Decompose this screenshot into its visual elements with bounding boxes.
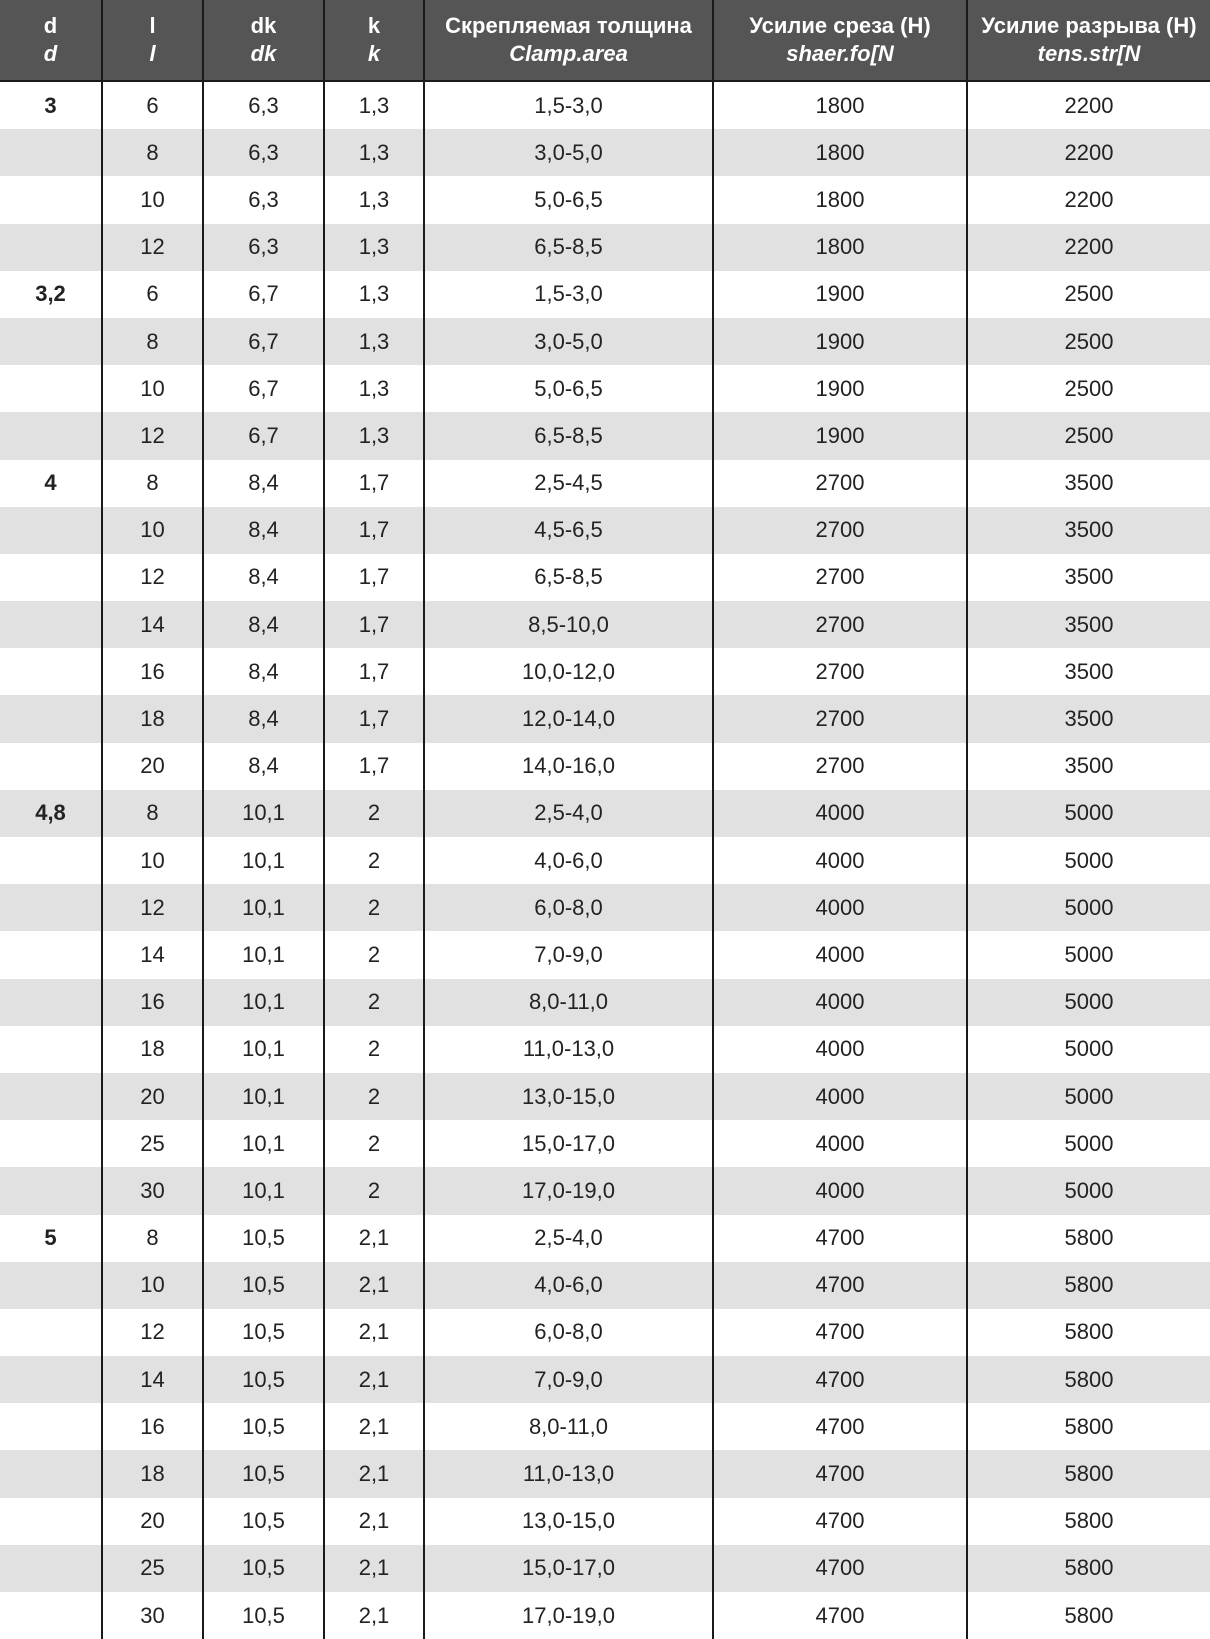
header-dk bbox=[203, 0, 324, 81]
cell-clamp-area: 8,0-11,0 bbox=[424, 979, 713, 1026]
cell-l: 12 bbox=[102, 412, 203, 459]
cell-d bbox=[0, 1026, 102, 1073]
cell-d bbox=[0, 1592, 102, 1639]
cell-d bbox=[0, 601, 102, 648]
cell-shear-force: 4700 bbox=[713, 1309, 967, 1356]
cell-shear-force: 4700 bbox=[713, 1498, 967, 1545]
cell-d: 4,8 bbox=[0, 790, 102, 837]
cell-d bbox=[0, 1120, 102, 1167]
cell-dk: 6,3 bbox=[203, 129, 324, 176]
table-body bbox=[0, 81, 1210, 1639]
cell-dk: 6,7 bbox=[203, 365, 324, 412]
table-header bbox=[0, 0, 1210, 81]
cell-clamp-area: 15,0-17,0 bbox=[424, 1120, 713, 1167]
header-l bbox=[102, 0, 203, 81]
cell-k: 1,7 bbox=[324, 743, 424, 790]
cell-clamp-area: 3,0-5,0 bbox=[424, 129, 713, 176]
cell-clamp-area: 7,0-9,0 bbox=[424, 931, 713, 978]
cell-clamp-area: 4,0-6,0 bbox=[424, 1262, 713, 1309]
cell-tensile-strength: 5800 bbox=[967, 1498, 1210, 1545]
cell-k: 2 bbox=[324, 1073, 424, 1120]
cell-d bbox=[0, 931, 102, 978]
cell-dk: 6,3 bbox=[203, 81, 324, 129]
cell-d bbox=[0, 176, 102, 223]
cell-d bbox=[0, 129, 102, 176]
cell-dk: 10,1 bbox=[203, 837, 324, 884]
cell-clamp-area: 5,0-6,5 bbox=[424, 365, 713, 412]
cell-tensile-strength: 3500 bbox=[967, 460, 1210, 507]
cell-tensile-strength: 5800 bbox=[967, 1262, 1210, 1309]
cell-l: 18 bbox=[102, 1026, 203, 1073]
header-ru: dk bbox=[250, 13, 277, 38]
cell-k: 1,3 bbox=[324, 365, 424, 412]
cell-l: 16 bbox=[102, 979, 203, 1026]
cell-k: 2 bbox=[324, 1120, 424, 1167]
cell-k: 2 bbox=[324, 837, 424, 884]
cell-tensile-strength: 2500 bbox=[967, 412, 1210, 459]
table-row bbox=[0, 837, 1210, 884]
cell-l: 18 bbox=[102, 1450, 203, 1497]
cell-dk: 10,5 bbox=[203, 1450, 324, 1497]
header-en: shaer.fo[N bbox=[786, 41, 894, 66]
header-en: d bbox=[43, 41, 58, 66]
cell-dk: 8,4 bbox=[203, 695, 324, 742]
cell-shear-force: 1800 bbox=[713, 224, 967, 271]
cell-k: 1,3 bbox=[324, 412, 424, 459]
cell-d: 3 bbox=[0, 81, 102, 129]
cell-k: 1,7 bbox=[324, 507, 424, 554]
cell-d bbox=[0, 979, 102, 1026]
cell-shear-force: 2700 bbox=[713, 743, 967, 790]
cell-l: 8 bbox=[102, 1215, 203, 1262]
cell-dk: 10,5 bbox=[203, 1356, 324, 1403]
cell-clamp-area: 15,0-17,0 bbox=[424, 1545, 713, 1592]
cell-l: 8 bbox=[102, 318, 203, 365]
cell-tensile-strength: 2500 bbox=[967, 271, 1210, 318]
cell-clamp-area: 2,5-4,0 bbox=[424, 1215, 713, 1262]
cell-d: 4 bbox=[0, 460, 102, 507]
cell-k: 1,3 bbox=[324, 129, 424, 176]
cell-d bbox=[0, 1403, 102, 1450]
cell-tensile-strength: 5800 bbox=[967, 1309, 1210, 1356]
cell-d bbox=[0, 1356, 102, 1403]
table-row bbox=[0, 176, 1210, 223]
cell-shear-force: 2700 bbox=[713, 554, 967, 601]
cell-dk: 10,5 bbox=[203, 1215, 324, 1262]
cell-clamp-area: 6,5-8,5 bbox=[424, 554, 713, 601]
table-row bbox=[0, 1498, 1210, 1545]
cell-dk: 6,7 bbox=[203, 412, 324, 459]
cell-l: 10 bbox=[102, 176, 203, 223]
cell-l: 30 bbox=[102, 1167, 203, 1214]
cell-k: 2,1 bbox=[324, 1262, 424, 1309]
cell-l: 6 bbox=[102, 271, 203, 318]
cell-dk: 10,1 bbox=[203, 1167, 324, 1214]
cell-tensile-strength: 5000 bbox=[967, 884, 1210, 931]
cell-shear-force: 4000 bbox=[713, 1167, 967, 1214]
cell-clamp-area: 2,5-4,5 bbox=[424, 460, 713, 507]
cell-tensile-strength: 5000 bbox=[967, 1120, 1210, 1167]
header-en: k bbox=[367, 41, 381, 66]
cell-tensile-strength: 5000 bbox=[967, 931, 1210, 978]
cell-l: 12 bbox=[102, 884, 203, 931]
header-clamp-area bbox=[424, 0, 713, 81]
cell-d bbox=[0, 837, 102, 884]
cell-l: 14 bbox=[102, 1356, 203, 1403]
cell-clamp-area: 11,0-13,0 bbox=[424, 1026, 713, 1073]
table-row bbox=[0, 743, 1210, 790]
cell-clamp-area: 6,0-8,0 bbox=[424, 884, 713, 931]
cell-d bbox=[0, 365, 102, 412]
cell-l: 8 bbox=[102, 460, 203, 507]
cell-d bbox=[0, 1167, 102, 1214]
cell-tensile-strength: 5800 bbox=[967, 1545, 1210, 1592]
cell-k: 1,3 bbox=[324, 176, 424, 223]
cell-d bbox=[0, 884, 102, 931]
cell-tensile-strength: 5800 bbox=[967, 1592, 1210, 1639]
table-row bbox=[0, 1073, 1210, 1120]
table-row bbox=[0, 224, 1210, 271]
cell-l: 30 bbox=[102, 1592, 203, 1639]
cell-d bbox=[0, 554, 102, 601]
header-en: tens.str[N bbox=[1037, 41, 1141, 66]
cell-dk: 6,7 bbox=[203, 271, 324, 318]
cell-d bbox=[0, 318, 102, 365]
cell-d bbox=[0, 695, 102, 742]
table-row bbox=[0, 129, 1210, 176]
cell-shear-force: 4000 bbox=[713, 1073, 967, 1120]
header-ru: l bbox=[149, 13, 156, 38]
cell-dk: 6,3 bbox=[203, 176, 324, 223]
cell-l: 14 bbox=[102, 931, 203, 978]
cell-k: 2,1 bbox=[324, 1498, 424, 1545]
cell-k: 2 bbox=[324, 790, 424, 837]
cell-shear-force: 2700 bbox=[713, 695, 967, 742]
cell-d: 5 bbox=[0, 1215, 102, 1262]
cell-shear-force: 1900 bbox=[713, 318, 967, 365]
cell-clamp-area: 8,0-11,0 bbox=[424, 1403, 713, 1450]
table-row bbox=[0, 790, 1210, 837]
cell-dk: 10,1 bbox=[203, 1120, 324, 1167]
cell-shear-force: 1800 bbox=[713, 81, 967, 129]
cell-tensile-strength: 5000 bbox=[967, 790, 1210, 837]
table-row bbox=[0, 648, 1210, 695]
cell-dk: 10,5 bbox=[203, 1403, 324, 1450]
cell-shear-force: 4700 bbox=[713, 1592, 967, 1639]
table-row bbox=[0, 460, 1210, 507]
table-row bbox=[0, 554, 1210, 601]
cell-clamp-area: 10,0-12,0 bbox=[424, 648, 713, 695]
table-row bbox=[0, 1450, 1210, 1497]
cell-dk: 8,4 bbox=[203, 460, 324, 507]
cell-tensile-strength: 3500 bbox=[967, 648, 1210, 695]
cell-shear-force: 4000 bbox=[713, 979, 967, 1026]
cell-tensile-strength: 2200 bbox=[967, 81, 1210, 129]
cell-k: 2,1 bbox=[324, 1403, 424, 1450]
cell-clamp-area: 17,0-19,0 bbox=[424, 1167, 713, 1214]
cell-d bbox=[0, 1498, 102, 1545]
cell-l: 12 bbox=[102, 1309, 203, 1356]
cell-l: 16 bbox=[102, 648, 203, 695]
cell-dk: 10,1 bbox=[203, 979, 324, 1026]
cell-dk: 8,4 bbox=[203, 601, 324, 648]
table-row bbox=[0, 884, 1210, 931]
cell-shear-force: 1900 bbox=[713, 412, 967, 459]
cell-tensile-strength: 5800 bbox=[967, 1215, 1210, 1262]
cell-shear-force: 4000 bbox=[713, 884, 967, 931]
cell-shear-force: 2700 bbox=[713, 507, 967, 554]
cell-dk: 10,5 bbox=[203, 1309, 324, 1356]
cell-k: 2 bbox=[324, 979, 424, 1026]
cell-d: 3,2 bbox=[0, 271, 102, 318]
cell-tensile-strength: 5800 bbox=[967, 1450, 1210, 1497]
cell-l: 14 bbox=[102, 601, 203, 648]
table-row bbox=[0, 1026, 1210, 1073]
cell-shear-force: 4700 bbox=[713, 1545, 967, 1592]
cell-k: 1,7 bbox=[324, 460, 424, 507]
cell-clamp-area: 5,0-6,5 bbox=[424, 176, 713, 223]
cell-tensile-strength: 2200 bbox=[967, 224, 1210, 271]
header-ru: Усилие разрыва (Н) bbox=[981, 13, 1197, 38]
cell-tensile-strength: 3500 bbox=[967, 743, 1210, 790]
cell-shear-force: 2700 bbox=[713, 601, 967, 648]
cell-shear-force: 4000 bbox=[713, 837, 967, 884]
table-row bbox=[0, 1403, 1210, 1450]
cell-d bbox=[0, 1262, 102, 1309]
cell-k: 1,7 bbox=[324, 648, 424, 695]
cell-dk: 10,1 bbox=[203, 931, 324, 978]
cell-k: 2 bbox=[324, 1026, 424, 1073]
cell-k: 2,1 bbox=[324, 1215, 424, 1262]
cell-shear-force: 4700 bbox=[713, 1262, 967, 1309]
cell-tensile-strength: 5000 bbox=[967, 1026, 1210, 1073]
header-ru: Скрепляемая толщина bbox=[445, 13, 692, 38]
cell-clamp-area: 3,0-5,0 bbox=[424, 318, 713, 365]
cell-k: 1,3 bbox=[324, 224, 424, 271]
cell-dk: 10,1 bbox=[203, 884, 324, 931]
cell-k: 2,1 bbox=[324, 1545, 424, 1592]
cell-d bbox=[0, 648, 102, 695]
cell-l: 20 bbox=[102, 1498, 203, 1545]
table-row bbox=[0, 318, 1210, 365]
cell-tensile-strength: 2200 bbox=[967, 176, 1210, 223]
cell-shear-force: 1800 bbox=[713, 176, 967, 223]
cell-k: 1,3 bbox=[324, 318, 424, 365]
cell-dk: 10,1 bbox=[203, 790, 324, 837]
table-row bbox=[0, 1262, 1210, 1309]
cell-d bbox=[0, 743, 102, 790]
cell-clamp-area: 6,5-8,5 bbox=[424, 224, 713, 271]
cell-shear-force: 1800 bbox=[713, 129, 967, 176]
cell-clamp-area: 1,5-3,0 bbox=[424, 81, 713, 129]
cell-shear-force: 4700 bbox=[713, 1450, 967, 1497]
table-row bbox=[0, 695, 1210, 742]
cell-clamp-area: 14,0-16,0 bbox=[424, 743, 713, 790]
cell-clamp-area: 4,5-6,5 bbox=[424, 507, 713, 554]
cell-dk: 8,4 bbox=[203, 743, 324, 790]
cell-k: 2 bbox=[324, 1167, 424, 1214]
cell-dk: 10,5 bbox=[203, 1592, 324, 1639]
cell-d bbox=[0, 1073, 102, 1120]
cell-shear-force: 1900 bbox=[713, 271, 967, 318]
cell-k: 1,3 bbox=[324, 81, 424, 129]
cell-dk: 10,5 bbox=[203, 1262, 324, 1309]
cell-clamp-area: 2,5-4,0 bbox=[424, 790, 713, 837]
cell-shear-force: 4000 bbox=[713, 790, 967, 837]
cell-clamp-area: 1,5-3,0 bbox=[424, 271, 713, 318]
header-d bbox=[0, 0, 102, 81]
cell-d bbox=[0, 412, 102, 459]
header-ru: d bbox=[43, 13, 58, 38]
header-shear-force bbox=[713, 0, 967, 81]
cell-l: 25 bbox=[102, 1545, 203, 1592]
header-ru: k bbox=[367, 13, 381, 38]
table-row bbox=[0, 271, 1210, 318]
cell-clamp-area: 11,0-13,0 bbox=[424, 1450, 713, 1497]
header-tensile-strength bbox=[967, 0, 1210, 81]
cell-k: 2,1 bbox=[324, 1309, 424, 1356]
cell-tensile-strength: 5000 bbox=[967, 837, 1210, 884]
table-row bbox=[0, 1309, 1210, 1356]
cell-tensile-strength: 5000 bbox=[967, 1073, 1210, 1120]
cell-k: 1,7 bbox=[324, 695, 424, 742]
cell-k: 2,1 bbox=[324, 1592, 424, 1639]
cell-k: 1,7 bbox=[324, 554, 424, 601]
cell-l: 6 bbox=[102, 81, 203, 129]
cell-l: 18 bbox=[102, 695, 203, 742]
cell-shear-force: 1900 bbox=[713, 365, 967, 412]
cell-shear-force: 4000 bbox=[713, 931, 967, 978]
cell-dk: 10,1 bbox=[203, 1026, 324, 1073]
cell-clamp-area: 6,5-8,5 bbox=[424, 412, 713, 459]
cell-l: 8 bbox=[102, 790, 203, 837]
cell-clamp-area: 4,0-6,0 bbox=[424, 837, 713, 884]
cell-l: 20 bbox=[102, 743, 203, 790]
cell-clamp-area: 7,0-9,0 bbox=[424, 1356, 713, 1403]
cell-tensile-strength: 3500 bbox=[967, 554, 1210, 601]
table-row bbox=[0, 81, 1210, 129]
table-row bbox=[0, 1120, 1210, 1167]
cell-dk: 8,4 bbox=[203, 507, 324, 554]
header-en: Clamp.area bbox=[509, 41, 628, 66]
table-row bbox=[0, 1592, 1210, 1639]
header-k bbox=[324, 0, 424, 81]
cell-clamp-area: 17,0-19,0 bbox=[424, 1592, 713, 1639]
cell-d bbox=[0, 1309, 102, 1356]
cell-k: 1,3 bbox=[324, 271, 424, 318]
table-row bbox=[0, 931, 1210, 978]
cell-tensile-strength: 2500 bbox=[967, 318, 1210, 365]
cell-dk: 6,7 bbox=[203, 318, 324, 365]
cell-dk: 6,3 bbox=[203, 224, 324, 271]
cell-d bbox=[0, 507, 102, 554]
cell-tensile-strength: 3500 bbox=[967, 695, 1210, 742]
cell-dk: 10,5 bbox=[203, 1498, 324, 1545]
cell-shear-force: 4000 bbox=[713, 1120, 967, 1167]
table-row bbox=[0, 979, 1210, 1026]
cell-d bbox=[0, 224, 102, 271]
cell-shear-force: 4700 bbox=[713, 1356, 967, 1403]
cell-tensile-strength: 2500 bbox=[967, 365, 1210, 412]
cell-dk: 10,1 bbox=[203, 1073, 324, 1120]
cell-dk: 8,4 bbox=[203, 554, 324, 601]
cell-tensile-strength: 2200 bbox=[967, 129, 1210, 176]
cell-l: 10 bbox=[102, 507, 203, 554]
cell-l: 12 bbox=[102, 554, 203, 601]
cell-dk: 10,5 bbox=[203, 1545, 324, 1592]
cell-clamp-area: 8,5-10,0 bbox=[424, 601, 713, 648]
cell-clamp-area: 6,0-8,0 bbox=[424, 1309, 713, 1356]
table-row bbox=[0, 507, 1210, 554]
cell-k: 2 bbox=[324, 884, 424, 931]
table-row bbox=[0, 1356, 1210, 1403]
cell-shear-force: 4700 bbox=[713, 1215, 967, 1262]
cell-tensile-strength: 5000 bbox=[967, 1167, 1210, 1214]
table-row bbox=[0, 1215, 1210, 1262]
header-en: dk bbox=[250, 41, 277, 66]
cell-dk: 8,4 bbox=[203, 648, 324, 695]
cell-tensile-strength: 3500 bbox=[967, 507, 1210, 554]
cell-tensile-strength: 5800 bbox=[967, 1356, 1210, 1403]
cell-tensile-strength: 5000 bbox=[967, 979, 1210, 1026]
cell-tensile-strength: 3500 bbox=[967, 601, 1210, 648]
cell-l: 12 bbox=[102, 224, 203, 271]
cell-k: 2,1 bbox=[324, 1356, 424, 1403]
cell-tensile-strength: 5800 bbox=[967, 1403, 1210, 1450]
cell-k: 1,7 bbox=[324, 601, 424, 648]
cell-l: 16 bbox=[102, 1403, 203, 1450]
table-row bbox=[0, 412, 1210, 459]
cell-k: 2 bbox=[324, 931, 424, 978]
header-en: l bbox=[149, 41, 156, 66]
cell-l: 25 bbox=[102, 1120, 203, 1167]
cell-clamp-area: 13,0-15,0 bbox=[424, 1498, 713, 1545]
header-ru: Усилие среза (Н) bbox=[749, 13, 931, 38]
table-row bbox=[0, 1167, 1210, 1214]
cell-l: 10 bbox=[102, 837, 203, 884]
cell-k: 2,1 bbox=[324, 1450, 424, 1497]
cell-d bbox=[0, 1545, 102, 1592]
cell-clamp-area: 13,0-15,0 bbox=[424, 1073, 713, 1120]
cell-l: 20 bbox=[102, 1073, 203, 1120]
cell-shear-force: 4700 bbox=[713, 1403, 967, 1450]
cell-clamp-area: 12,0-14,0 bbox=[424, 695, 713, 742]
cell-shear-force: 4000 bbox=[713, 1026, 967, 1073]
table-row bbox=[0, 1545, 1210, 1592]
table-row bbox=[0, 365, 1210, 412]
cell-l: 10 bbox=[102, 1262, 203, 1309]
cell-l: 10 bbox=[102, 365, 203, 412]
cell-shear-force: 2700 bbox=[713, 648, 967, 695]
table-row bbox=[0, 601, 1210, 648]
cell-shear-force: 2700 bbox=[713, 460, 967, 507]
header-row bbox=[0, 0, 1210, 81]
cell-l: 8 bbox=[102, 129, 203, 176]
cell-d bbox=[0, 1450, 102, 1497]
